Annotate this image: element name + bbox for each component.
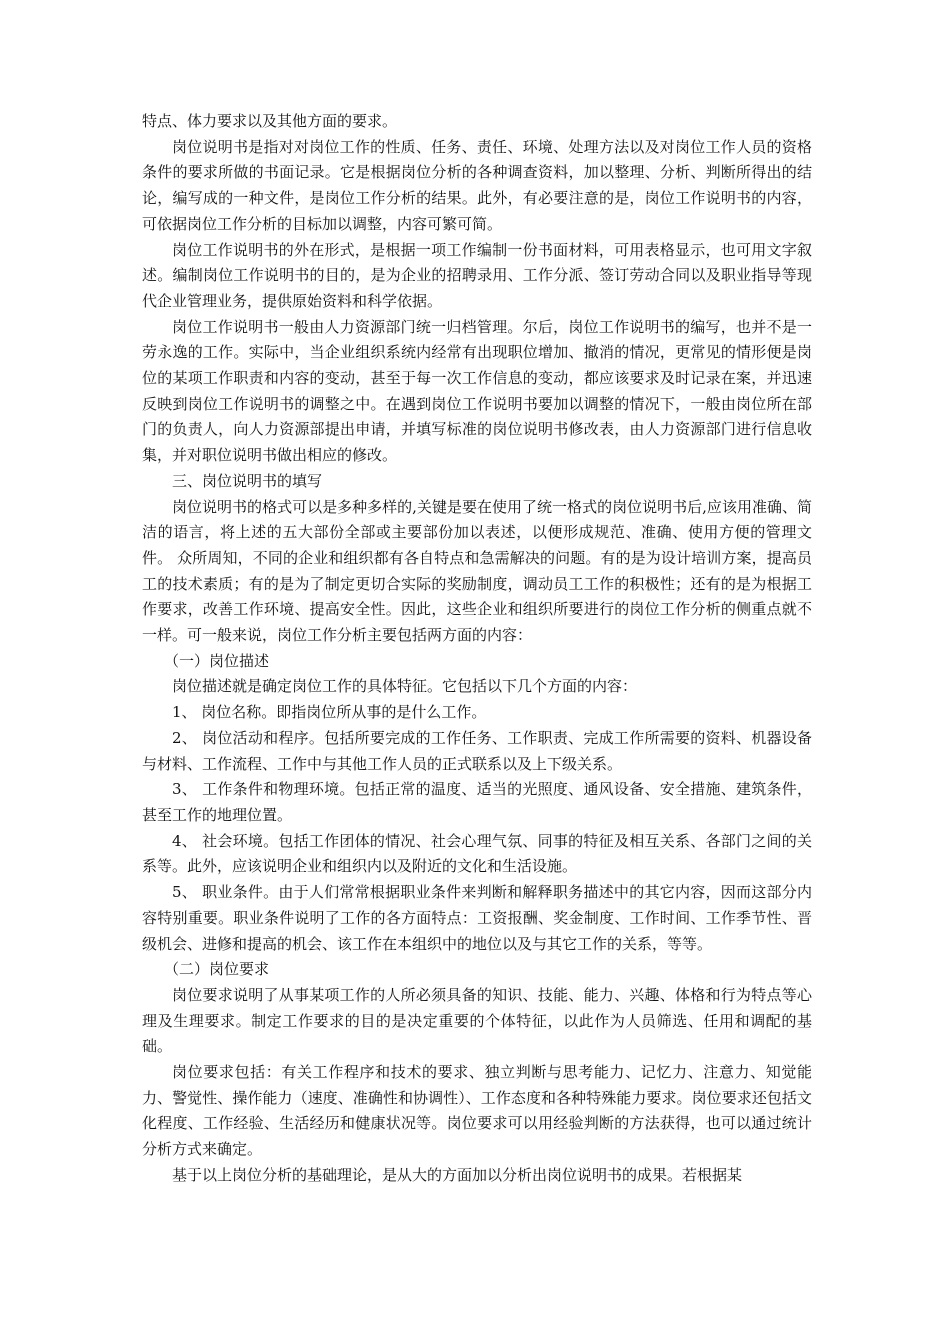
paragraph-management: 岗位工作说明书一般由人力资源部门统一归档管理。尔后，岗位工作说明书的编写，也并不是一劳永逸的工作。实际中，当企业组织系统内经常有出现职位增加、撤消的情况，更常见的情形便是岗位的某项工作职责和内容的变动，甚至于每一次工作信息的变动，都应该要求及时记录在案，并迅速反映到岗位工作说明书的调整之中。在遇到岗位工作说明书要加以调整的情况下，一般由岗位所在部门的负责人，向人力资源部提出申请，并填写标准的岗位说明书修改表，由人力资源部门进行信息收集，并对职位说明书做出相应的修改。: [142, 317, 812, 465]
paragraph-requirements-detail: 岗位要求包括：有关工作程序和技术的要求、独立判断与思考能力、记忆力、注意力、知觉能力、警觉性、操作能力（速度、准确性和协调性）、工作态度和各种特殊能力要求。岗位要求还包括文化程度、工作经验、生活经历和健康状况等。岗位要求可以用经验判断的方法获得，也可以通过统计分析方式来确定。: [142, 1063, 812, 1159]
paragraph-definition: 岗位说明书是指对对岗位工作的性质、任务、责任、环境、处理方法以及对岗位工作人员的资格条件的要求所做的书面记录。它是根据岗位分析的各种调查资料，加以整理、分析、判断所得出的结论，编写成的一种文件，是岗位工作分析的结果。此外，有必要注意的是，岗位工作说明书的内容，可依据岗位工作分析的目标加以调整，内容可繁可简。: [142, 137, 812, 233]
paragraph-requirements-intro: 岗位要求说明了从事某项工作的人所必须具备的知识、技能、能力、兴趣、体格和行为特点等心理及生理要求。制定工作要求的目的是决定重要的个体特征，以此作为人员筛选、任用和调配的基础。: [142, 985, 812, 1056]
document-page: [142, 109, 812, 1189]
subsection-heading-requirements: （二）岗位要求: [164, 960, 270, 979]
paragraph-form: 岗位工作说明书的外在形式，是根据一项工作编制一份书面材料，可用表格显示，也可用文字叙述。编制岗位工作说明书的目的，是为企业的招聘录用、工作分派、签订劳动合同以及职业指导等现代企业管理业务，提供原始资料和科学依据。: [142, 240, 812, 310]
paragraph-continuation: 特点、体力要求以及其他方面的要求。: [142, 112, 398, 130]
list-item-3: 3、 工作条件和物理环境。包括正常的温度、适当的光照度、通风设备、安全措施、建筑条件，甚至工作的地理位置。: [142, 780, 812, 824]
subsection-heading-description: （一）岗位描述: [164, 651, 270, 670]
list-item-4: 4、 社会环境。包括工作团体的情况、社会心理气氛、同事的特征及相互关系、各部门之间的关系等。此外，应该说明企业和组织内以及附近的文化和生活设施。: [142, 831, 812, 876]
list-item-2: 2、 岗位活动和程序。包括所要完成的工作任务、工作职责、完成工作所需要的资料、机器设备与材料、工作流程、工作中与其他工作人员的正式联系以及上下级关系。: [142, 728, 812, 773]
list-item-5: 5、 职业条件。由于人们常常根据职业条件来判断和解释职务描述中的其它内容，因而这部分内容特别重要。职业条件说明了工作的各方面特点：工资报酬、奖金制度、工作时间、工作季节性、晋级机会、进修和提高的机会、该工作在本组织中的地位以及与其它工作的关系，等等。: [142, 883, 812, 953]
paragraph-description-intro: 岗位描述就是确定岗位工作的具体特征。它包括以下几个方面的内容：: [172, 677, 638, 696]
paragraph-format: 岗位说明书的格式可以是多种多样的,关键是要在使用了统一格式的岗位说明书后,应该用准确、简洁的语言，将上述的五大部份全部或主要部份加以表述，以便形成规范、准确、使用方便的管理文件。 众所周知，不同的企业和组织都有各自特点和急需解决的问题。有的是为设计培训方案，提高员工的技术素质；有的是为了制定更切合实际的奖励制度，调动员工工作的积极性；还有的是为根据工作要求，改善工作环境、提高安全性。因此，这些企业和组织所要进行的岗位工作分析的侧重点就不一样。可一般来说，岗位工作分析主要包括两方面的内容：: [142, 497, 812, 645]
section-heading-3: 三、岗位说明书的填写: [172, 471, 323, 490]
list-item-1: 1、 岗位名称。即指岗位所从事的是什么工作。: [172, 703, 487, 722]
paragraph-conclusion: 基于以上岗位分析的基础理论，是从大的方面加以分析出岗位说明书的成果。若根据某: [172, 1165, 743, 1184]
